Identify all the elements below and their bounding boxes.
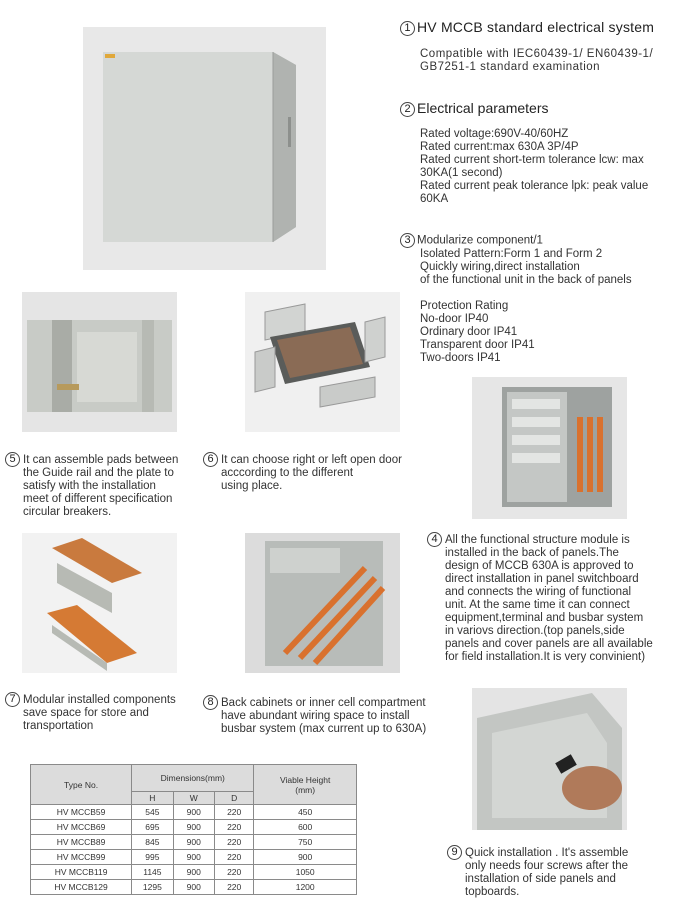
number-badge: 9: [447, 845, 462, 860]
col-h: H: [132, 792, 173, 805]
section-2-body: Rated voltage:690V-40/60HZ Rated current:max 630A 3P/4P Rated current short-term tolerance lcw: max 30KA(1 second) Rated current peak tolerance lpk: peak value 60KA: [420, 127, 649, 205]
table-row: [31, 805, 357, 820]
section-9: [447, 845, 677, 899]
cell-viable: 600: [254, 820, 357, 835]
cell-h: 1295: [132, 880, 173, 895]
cell-w: 900: [173, 820, 214, 835]
modular-components-photo: [22, 533, 177, 673]
col-d: D: [214, 792, 253, 805]
cell-type: HV MCCB59: [31, 805, 132, 820]
col-type-no: Type No.: [31, 765, 132, 805]
busbar-photo: [245, 533, 400, 673]
table-row: [31, 880, 357, 895]
section-7: [5, 692, 205, 733]
section-4: [427, 532, 689, 664]
cell-viable: 1050: [254, 865, 357, 880]
cell-d: 220: [214, 820, 253, 835]
door-assembly-photo: [245, 292, 400, 432]
cell-d: 220: [214, 835, 253, 850]
section-2: [400, 100, 690, 206]
section-9-body: Quick installation . It's assemble only needs four screws after the installation of side panels and topboards.: [465, 847, 629, 898]
number-badge: 5: [5, 452, 20, 467]
cell-w: 900: [173, 835, 214, 850]
cell-w: 900: [173, 850, 214, 865]
table-row: [31, 865, 357, 880]
col-w: W: [173, 792, 214, 805]
number-badge: 3: [400, 233, 415, 248]
table-row: [31, 820, 357, 835]
section-2-title: Electrical parameters: [417, 100, 549, 116]
cell-h: 695: [132, 820, 173, 835]
section-1: [400, 19, 690, 74]
col-dimensions: Dimensions(mm): [132, 765, 254, 792]
functional-module-photo: [472, 377, 627, 519]
cell-viable: 750: [254, 835, 357, 850]
table-row: [31, 850, 357, 865]
cell-w: 900: [173, 865, 214, 880]
number-badge: 7: [5, 692, 20, 707]
cell-viable: 900: [254, 850, 357, 865]
number-badge: 2: [400, 102, 415, 117]
enclosure-photo: [83, 27, 326, 270]
cell-type: HV MCCB89: [31, 835, 132, 850]
cell-h: 545: [132, 805, 173, 820]
section-3-body: Isolated Pattern:Form 1 and Form 2 Quickly wiring,direct installation of the functional unit in the back of panels: [420, 248, 632, 286]
cell-d: 220: [214, 850, 253, 865]
section-7-body: Modular installed components save space for store and transportation: [23, 694, 176, 732]
cell-h: 845: [132, 835, 173, 850]
cell-w: 900: [173, 805, 214, 820]
cell-h: 995: [132, 850, 173, 865]
section-6: [203, 452, 418, 493]
cell-viable: 1200: [254, 880, 357, 895]
section-8: [203, 695, 453, 736]
cell-type: HV MCCB119: [31, 865, 132, 880]
quick-install-photo: [472, 688, 627, 830]
spec-table: [30, 764, 357, 895]
section-1-title: HV MCCB standard electrical system: [417, 19, 655, 35]
section-3-title: Modularize component/1: [417, 234, 543, 247]
section-3: [400, 233, 690, 365]
section-5-body: It can assemble pads between the Guide rail and the plate to satisfy with the installation meet of different specification circular breakers.: [23, 454, 179, 518]
number-badge: 4: [427, 532, 442, 547]
number-badge: 8: [203, 695, 218, 710]
cell-viable: 450: [254, 805, 357, 820]
section-8-body: Back cabinets or inner cell compartment have abundant wiring space to install busbar system (max current up to 630A): [221, 697, 427, 735]
cell-type: HV MCCB69: [31, 820, 132, 835]
cell-d: 220: [214, 865, 253, 880]
cell-type: HV MCCB99: [31, 850, 132, 865]
table-row: [31, 835, 357, 850]
guide-rail-photo: [22, 292, 177, 432]
section-1-body: Compatible with IEC60439-1/ EN60439-1/ GB7251-1 standard examination: [420, 47, 654, 73]
col-viable-height: Viable Height (mm): [254, 765, 357, 805]
section-5: [5, 452, 205, 519]
number-badge: 6: [203, 452, 218, 467]
number-badge: 1: [400, 21, 415, 36]
protection-rating: Protection Rating No-door IP40 Ordinary door IP41 Transparent door IP41 Two-doors IP41: [420, 300, 535, 364]
section-6-body: It can choose right or left open door acccording to the different using place.: [221, 454, 402, 492]
cell-d: 220: [214, 880, 253, 895]
cell-w: 900: [173, 880, 214, 895]
cell-h: 1145: [132, 865, 173, 880]
cell-d: 220: [214, 805, 253, 820]
section-4-body: All the functional structure module is installed in the back of panels.The design of MCCB 630A is approved to direct installation in panel switchboard and connects the wiring of functional unit. At the same time it can connect equipment,terminal and busbar system in variovs direction.(top panels,side panels and cover panels are all available for field installation.It is very convinient): [445, 534, 653, 663]
cell-type: HV MCCB129: [31, 880, 132, 895]
